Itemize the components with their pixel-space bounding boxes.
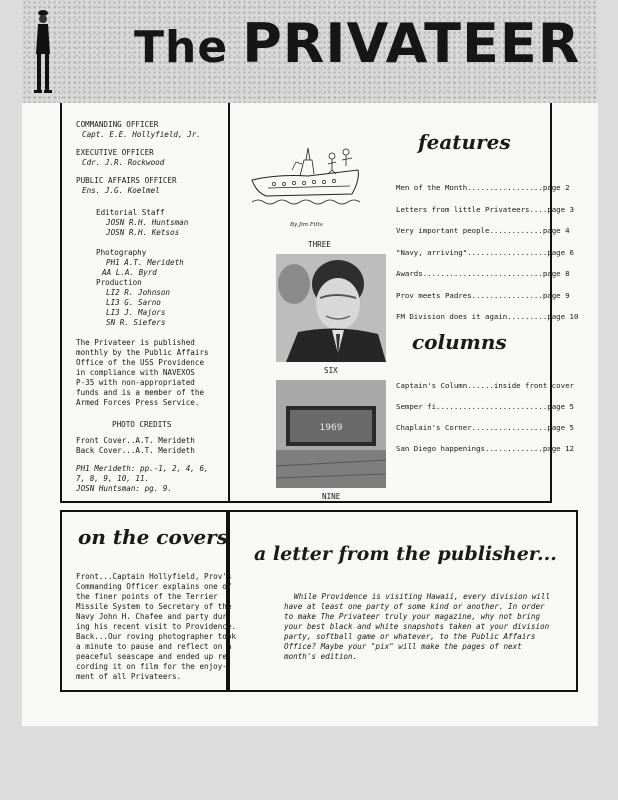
page-credit: 7, 8, 9, 10, 11.: [76, 474, 150, 483]
covers-line: ing his recent visit to Providence.: [76, 622, 237, 631]
pao-name: Ens. J.G. Koelmel: [82, 186, 160, 195]
editorial-label: Editorial Staff: [96, 208, 165, 217]
covers-text: [76, 572, 236, 682]
sign-photo-icon: [276, 380, 386, 488]
publisher-line: month's edition.: [284, 652, 358, 661]
front-cover-credit: Front Cover..A.T. Merideth: [76, 436, 195, 445]
drawing-signature: By Jim Fitts: [290, 222, 323, 228]
covers-line: Back...Our roving photographer took: [76, 632, 237, 641]
publisher-line: Office? Maybe your "pix" will make the pages of next: [284, 642, 522, 651]
back-cover-credit: Back Cover...A.T. Merideth: [76, 446, 195, 455]
photography-member: AA L.A. Byrd: [102, 268, 157, 277]
production-label: Production: [96, 278, 142, 287]
caption-nine: NINE: [322, 492, 341, 501]
features-item: Men of the Month.................page 2: [396, 183, 570, 192]
masthead: [22, 0, 598, 103]
publisher-line: party, softball game or whatever, to the Public Affairs: [284, 632, 536, 641]
sign-text: 1969: [319, 423, 343, 433]
editorial-member: JOSN R.H. Huntsman: [106, 218, 189, 227]
editorial-member: JOSN R.H. Ketsos: [106, 228, 180, 237]
man-photo-icon: [276, 254, 386, 362]
caption-six: SIX: [324, 366, 338, 375]
photography-member: PH1 A.T. Merideth: [106, 258, 184, 267]
features-heading: features: [418, 130, 511, 154]
co-name: Capt. E.E. Hollyfield, Jr.: [82, 130, 201, 139]
masthead-title: [134, 14, 580, 78]
covers-line: Missile System to Secretary of the: [76, 602, 232, 611]
publisher-line: have at least one party of some kind or another. In order: [284, 602, 545, 611]
blurb-line: in compliance with NAVEXOS: [76, 368, 195, 377]
photo-nine: [276, 380, 386, 488]
covers-line: Navy John H. Chafee and party dur-: [76, 612, 232, 621]
features-item: Prov meets Padres................page 9: [396, 290, 570, 300]
features-item: Letters from little Privateers....page 3: [396, 204, 574, 214]
columns-item: Semper fi.........................page 5: [396, 402, 574, 411]
covers-heading: on the covers: [78, 525, 228, 549]
publisher-heading: a letter from the publisher...: [254, 543, 557, 565]
columns-item: Captain's Column......inside front cover: [396, 381, 574, 390]
covers-line: cording it on film for the enjoy-: [76, 662, 227, 671]
masthead-privateer: PRIVATEER: [242, 12, 581, 75]
page-credit: JOSN Huntsman: pg. 9.: [76, 484, 173, 493]
features-item: Awards...........................page 8: [396, 269, 570, 278]
blurb-line: Armed Forces Press Service.: [76, 398, 200, 407]
photography-label: Photography: [96, 248, 147, 257]
co-label: COMMANDING OFFICER: [76, 120, 159, 129]
production-member: LI2 R. Johnson: [106, 288, 171, 297]
xo-label: EXECUTIVE OFFICER: [76, 148, 154, 157]
page-credit: PH1 Merideth: pp.-1, 2, 4, 6,: [76, 464, 209, 473]
publisher-text: [284, 592, 550, 662]
covers-line: ment of all Privateers.: [76, 672, 182, 681]
publication-blurb: [76, 338, 209, 408]
sailor-figure-icon: [32, 6, 54, 96]
covers-line: Commanding Officer explains one of: [76, 582, 232, 591]
production-member: LI3 G. Sarno: [106, 298, 161, 307]
covers-line: Front...Captain Hollyfield, Prov's: [76, 572, 232, 581]
production-member: LI3 J. Majors: [106, 308, 166, 317]
columns-heading: columns: [412, 330, 507, 354]
blurb-line: Office of the USS Providence: [76, 358, 205, 367]
masthead-the: The: [134, 22, 229, 73]
covers-line: peaceful seascape and ended up re-: [76, 652, 232, 661]
ship-drawing: [248, 140, 366, 234]
columns-item: San Diego happenings.............page 12: [396, 444, 574, 453]
pao-label: PUBLIC AFFAIRS OFFICER: [76, 176, 177, 185]
photo-credits: [76, 420, 209, 494]
publisher-line: While Providence is visiting Hawaii, every division will: [294, 592, 551, 601]
blurb-line: monthly by the Public Affairs: [76, 348, 209, 357]
covers-line: a minute to pause and reflect on a: [76, 642, 232, 651]
covers-line: the finer points of the Terrier: [76, 592, 218, 601]
features-list: [396, 177, 578, 328]
xo-name: Cdr. J.R. Rockwood: [82, 158, 165, 167]
production-member: SN R. Siefers: [106, 318, 166, 327]
blurb-line: P-35 with non-appropriated: [76, 378, 195, 387]
features-item: "Navy, arriving"..................page 6: [396, 247, 574, 257]
staff-column: [76, 120, 221, 328]
columns-list: [396, 375, 574, 459]
blurb-line: funds and is a member of the: [76, 388, 205, 397]
publisher-line: your best black and white snapshots taken at your division: [284, 622, 550, 631]
publisher-line: to make The Privateer truly your magazine, why not bring: [284, 612, 541, 621]
caption-three: THREE: [308, 240, 331, 249]
photo-six: [276, 254, 386, 362]
blurb-line: The Privateer is published: [76, 338, 195, 347]
columns-item: Chaplain's Corner.................page 5: [396, 423, 574, 432]
photo-credits-label: PHOTO CREDITS: [112, 420, 172, 429]
features-item: FM Division does it again.........page 10: [396, 312, 579, 321]
page-sheet: [22, 0, 598, 726]
features-item: Very important people............page 4: [396, 226, 570, 235]
